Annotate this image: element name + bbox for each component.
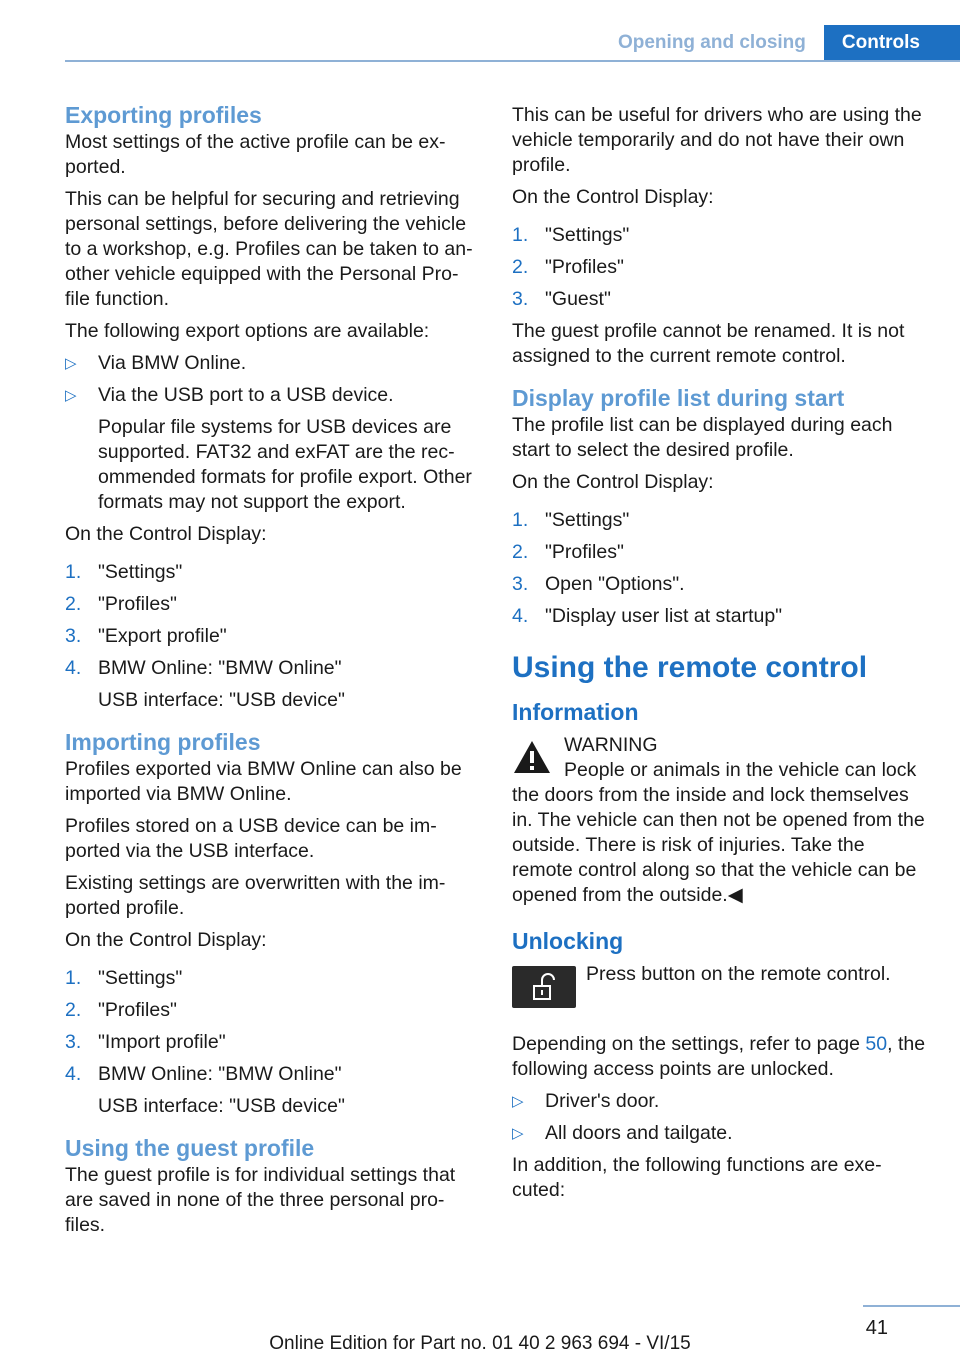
information-heading: Information [512,699,639,725]
guest-steps [512,223,930,312]
section-tab: Opening and closing [600,25,824,61]
left-column [65,100,480,1245]
list-item: 1. "Settings" [65,561,183,583]
guest-p1: The guest profile is for individual settings that are saved in none of the three personal pro-files. [65,1164,456,1236]
list-item: 2. "Profiles" [65,593,177,615]
list-item: ▷ Via BMW Online. [65,352,247,374]
list-item: 3. Open "Options". [512,573,685,595]
exporting-on-display: On the Control Display: [65,523,267,545]
remote-control-heading: Using the remote control [512,651,868,684]
list-item: 1. "Settings" [512,509,630,531]
display-list-on-display: On the Control Display: [512,471,714,493]
warning-triangle-icon [512,739,552,775]
display-list-steps [512,508,930,629]
unlock-key-icon [512,966,576,1008]
exporting-p2: This can be helpful for securing and retrieving personal settings, before delivering the vehicle to a workshop, e.g. Profiles can be taken to an-other vehicle equipped with the Personal Pro-file function. [65,188,473,310]
page-header [600,25,960,61]
page-reference-link[interactable]: 50 [865,1033,888,1055]
unlocking-row [512,962,930,987]
import-steps [65,966,480,1119]
right-column [512,103,930,1210]
export-options-list [65,351,480,515]
footer-edition: Online Edition for Part no. 01 40 2 963 694 - VI/15 [269,1333,691,1354]
access-points-list [512,1089,930,1146]
importing-heading: Importing profiles [65,729,261,755]
option-note: Popular file systems for USB devices are supported. FAT32 and exFAT are the rec-ommended formats for profile export. Other formats may not support the export. [98,416,472,513]
list-item: 1. "Settings" [65,967,183,989]
depending-paragraph: Depending on the settings, refer to page 50, the following access points are unlocked. [512,1033,926,1080]
importing-p1: Profiles exported via BMW Online can also be imported via BMW Online. [65,758,462,805]
list-item: 2. "Profiles" [512,256,624,278]
bullet-triangle-icon: ▷ [65,387,77,404]
page-number: 41 [865,1317,888,1339]
warning-title: WARNING [564,734,658,756]
header-rule [65,60,960,62]
export-steps [65,560,480,713]
bullet-triangle-icon: ▷ [65,355,77,372]
unlocking-text: Press button on the remote control. [586,963,891,985]
list-item: 2. "Profiles" [65,999,177,1021]
footer-rule [863,1305,960,1307]
importing-p2: Profiles stored on a USB device can be im-ported via the USB interface. [65,815,437,862]
importing-on-display: On the Control Display: [65,929,267,951]
warning-text: People or animals in the vehicle can lock the doors from the inside and lock themselves in. The vehicle can then not be opened from the outside. There is risk of injuries. Take the remote control along so that the vehicle can be opened from the outside.◀ [512,759,925,906]
guest-cont-p1: This can be useful for drivers who are using the vehicle temporarily and do not have their own profile. [512,104,922,176]
exporting-p3: The following export options are available: [65,320,430,342]
guest-on-display: On the Control Display: [512,186,714,208]
unlocking-heading: Unlocking [512,928,624,954]
addition-paragraph: In addition, the following functions are exe-cuted: [512,1154,882,1201]
list-item: 3. "Export profile" [65,625,227,647]
list-item: ▷ All doors and tailgate. [512,1122,733,1144]
list-item: 4. "Display user list at startup" [512,605,783,627]
display-list-heading: Display profile list during start [512,385,845,411]
exporting-heading: Exporting profiles [65,102,262,128]
exporting-p1: Most settings of the active profile can be ex-ported. [65,131,446,178]
warning-box [512,733,930,908]
list-item: 2. "Profiles" [512,541,624,563]
list-item: 4. BMW Online: "BMW Online" USB interface: "USB device" [65,657,345,711]
bullet-triangle-icon: ▷ [512,1093,524,1110]
bullet-triangle-icon: ▷ [512,1125,524,1142]
guest-cont-p2: The guest profile cannot be renamed. It is not assigned to the current remote control. [512,320,905,367]
chapter-tab: Controls [824,25,960,61]
list-item: ▷ Via the USB port to a USB device. Popular file systems for USB devices are supported. FAT32 and exFAT are the rec-ommended formats for profile export. Other formats may not support the export. [65,383,480,515]
importing-p3: Existing settings are overwritten with the im-ported profile. [65,872,446,919]
list-item: 1. "Settings" [512,224,630,246]
list-item: ▷ Driver's door. [512,1090,660,1112]
display-list-p1: The profile list can be displayed during each start to select the desired profile. [512,414,893,461]
list-item: 4. BMW Online: "BMW Online" USB interface: "USB device" [65,1063,345,1117]
list-item: 3. "Guest" [512,288,611,310]
guest-heading: Using the guest profile [65,1135,315,1161]
list-item: 3. "Import profile" [65,1031,226,1053]
